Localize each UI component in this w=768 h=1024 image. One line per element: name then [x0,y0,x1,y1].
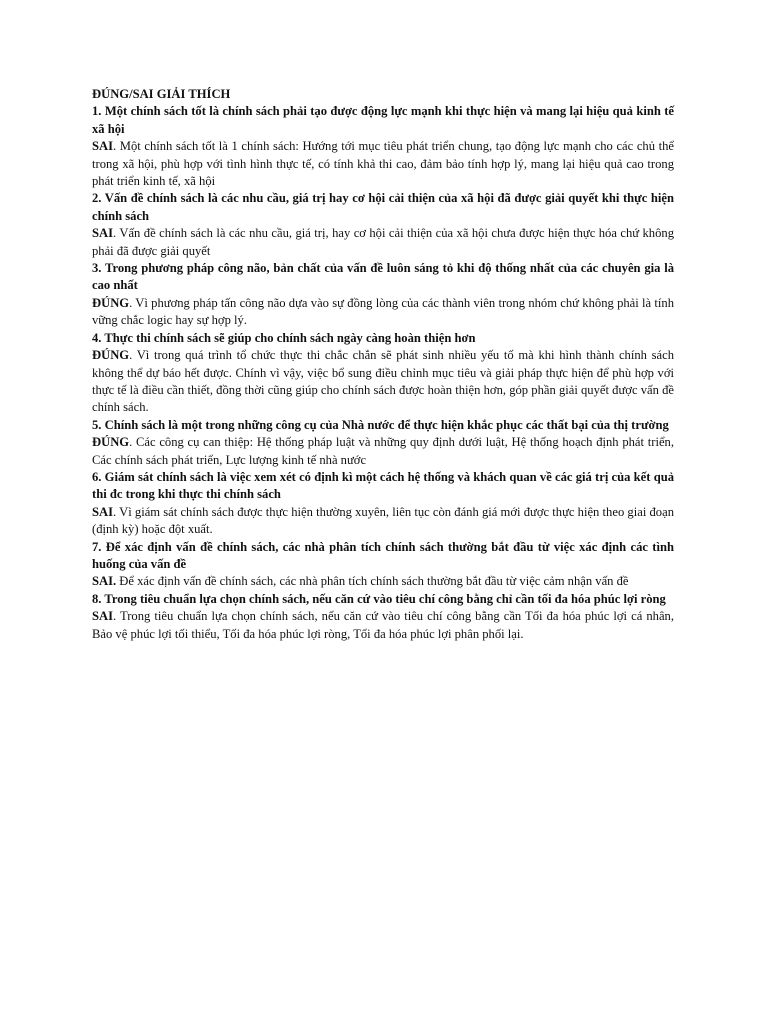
question-8: 8. Trong tiêu chuẩn lựa chọn chính sách, nếu căn cứ vào tiêu chí công bằng chỉ cần tối đa hóa phúc lợi ròng [92,591,666,606]
qa-item-7 [92,539,674,591]
verdict-7: SAI. [92,574,117,589]
answer-6 [92,504,674,539]
question-1: 1. Một chính sách tốt là chính sách phải tạo được động lực mạnh khi thực hiện và mang lại hiệu quả kinh tế xã hội [92,104,674,136]
explanation-7: Để xác định vấn đề chính sách, các nhà phân tích chính sách thường bắt đầu từ việc cảm nhận vấn đề [116,574,629,589]
verdict-4: ĐÚNG [92,348,130,363]
explanation-6: . Vì giám sát chính sách được thực hiện thường xuyên, liên tục còn đánh giá mới được thực hiện theo giai đoạn (định kỳ) hoặc đột xuất. [92,504,674,537]
document-title: ĐÚNG/SAI GIẢI THÍCH [92,87,231,101]
qa-item-2 [92,190,674,260]
question-3: 3. Trong phương pháp công não, bản chất của vấn đề luôn sáng tỏ khi độ thống nhất của các chuyên gia là cao nhất [92,261,674,293]
answer-1 [92,138,674,190]
qa-item-4 [92,330,674,417]
qa-item-5 [92,417,674,469]
question-7: 7. Để xác định vấn đề chính sách, các nhà phân tích chính sách thường bắt đầu từ việc xác định các tình huống của vấn đề [92,539,674,571]
qa-item-1 [92,103,674,190]
answer-7 [92,573,674,590]
verdict-3: ĐÚNG [92,295,130,310]
answer-4 [92,347,674,417]
explanation-4: . Vì trong quá trình tổ chức thực thi chắc chắn sẽ phát sinh nhiều yếu tố mà khi hình thành chính sách không thể dự báo hết được. Chính vì vậy, việc bổ sung điều chỉnh mục tiêu và giải pháp thực hiện để phù hợp với thực tế là điều cần thiết, đồng thời cũng giúp cho chính sách được hoàn thiện hơn, góp phần giải quyết được vấn đề chính sách. [92,348,674,415]
explanation-8: . Trong tiêu chuẩn lựa chọn chính sách, nếu căn cứ vào tiêu chí công bằng cần Tối đa hóa phúc lợi cá nhân, Bảo vệ phúc lợi tối thiểu, Tối đa hóa phúc lợi ròng, Tối đa hóa phúc lợi phân phối lại. [92,609,674,641]
document-page [92,86,674,643]
answer-5 [92,434,674,469]
question-5: 5. Chính sách là một trong những công cụ của Nhà nước để thực hiện khắc phục các thất bại của thị trường [92,417,669,432]
verdict-2: SAI [92,226,113,241]
explanation-5: . Các công cụ can thiệp: Hệ thống pháp luật và những quy định dưới luật, Hệ thống hoạch định phát triển, Các chính sách phát triển, Lực lượng kinh tế nhà nước [92,435,674,467]
qa-item-6 [92,469,674,539]
verdict-6: SAI [92,504,113,519]
question-6: 6. Giám sát chính sách là việc xem xét có định kì một cách hệ thống và khách quan về các giá trị của kết quả thi đc trong khi thực thi chính sách [92,469,674,502]
answer-2 [92,225,674,260]
question-2: 2. Vấn đề chính sách là các nhu cầu, giá trị hay cơ hội cải thiện của xã hội đã được giải quyết khi thực hiện chính sách [92,191,674,223]
qa-item-8 [92,591,674,643]
explanation-1: . Một chính sách tốt là 1 chính sách: Hướng tới mục tiêu phát triển chung, tạo động lực mạnh cho các chủ thể trong xã hội, phù hợp với tình hình thực tế, có tính khả thi cao, đảm bảo tính hợp lý, mang lại hiệu quả cao trong phát triển kinh tế, xã hội [92,139,674,189]
verdict-1: SAI [92,139,113,154]
answer-8 [92,608,674,643]
verdict-5: ĐÚNG [92,435,130,450]
verdict-8: SAI [92,609,113,624]
explanation-2: . Vấn đề chính sách là các nhu cầu, giá trị, hay cơ hội cải thiện của xã hội chưa được hiện thực hóa chứ không phải đã được giải quyết [92,226,674,258]
qa-item-3 [92,260,674,330]
question-4: 4. Thực thi chính sách sẽ giúp cho chính sách ngày càng hoàn thiện hơn [92,330,476,345]
answer-3 [92,295,674,330]
explanation-3: . Vì phương pháp tấn công não dựa vào sự đồng lòng của các thành viên trong nhóm chứ không phải là tính vững chắc logic hay sự hợp lý. [92,295,674,328]
